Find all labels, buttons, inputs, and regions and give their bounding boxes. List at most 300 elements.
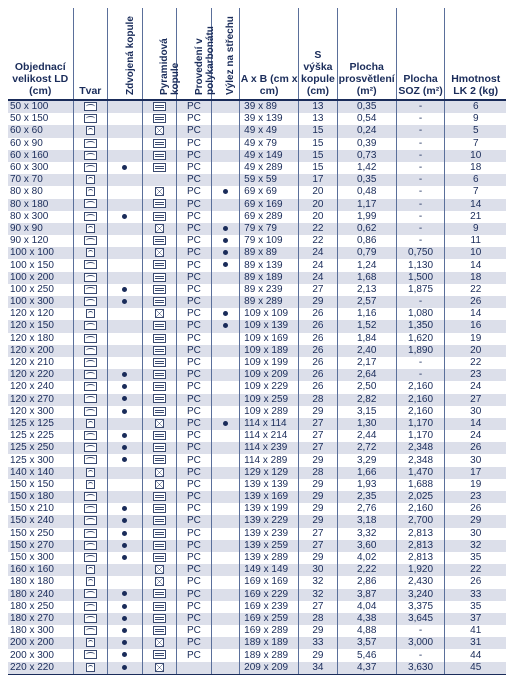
skylight-shape-icon — [84, 455, 97, 464]
cell-soz-area: 2,813 — [396, 552, 445, 564]
cell-roof-exit — [211, 357, 239, 369]
cell-light-area: 0,35 — [337, 100, 396, 113]
cell-raised — [108, 272, 143, 284]
cell-axb: 169 x 239 — [240, 601, 299, 613]
cell-pyramid — [142, 552, 177, 564]
cell-axb: 69 x 289 — [240, 211, 299, 223]
bullet-icon — [122, 384, 127, 389]
pyramid-shape-icon — [153, 650, 166, 659]
cell-light-area: 1,93 — [337, 479, 396, 491]
header-axb: A x B (cm x cm) — [240, 8, 299, 100]
cell-weight: 26 — [445, 576, 506, 588]
cell-polycarb: PC — [177, 308, 212, 320]
cell-soz-area: - — [396, 150, 445, 162]
cell-soz-area: - — [396, 186, 445, 198]
cell-shape — [73, 308, 108, 320]
cell-shape — [73, 576, 108, 588]
cell-soz-area: - — [396, 100, 445, 113]
cell-light-area: 1,99 — [337, 211, 396, 223]
cell-size: 150 x 210 — [8, 503, 73, 515]
cell-axb: 89 x 189 — [240, 272, 299, 284]
cell-weight: 6 — [445, 100, 506, 113]
skylight-shape-icon — [84, 492, 97, 501]
skylight-shape-icon — [86, 126, 95, 135]
header-roof-exit: Výlez na střechu — [211, 8, 239, 100]
table-row — [8, 552, 506, 564]
cell-pyramid — [142, 430, 177, 442]
cell-size: 80 x 300 — [8, 211, 73, 223]
cell-pyramid — [142, 199, 177, 211]
cell-pyramid — [142, 613, 177, 625]
cell-soz-area: 2,430 — [396, 576, 445, 588]
skylight-shape-icon — [84, 431, 97, 440]
bullet-icon — [122, 214, 127, 219]
cell-roof-exit — [211, 150, 239, 162]
cell-roof-exit — [211, 333, 239, 345]
cell-polycarb: PC — [177, 552, 212, 564]
cell-height: 15 — [299, 150, 338, 162]
pyramid-shape-icon — [155, 224, 164, 233]
cell-pyramid — [142, 162, 177, 174]
cell-roof-exit — [211, 479, 239, 491]
cell-raised — [108, 186, 143, 198]
cell-axb: 139 x 229 — [240, 515, 299, 527]
cell-pyramid — [142, 100, 177, 113]
skylight-shape-icon — [86, 419, 95, 428]
cell-roof-exit — [211, 625, 239, 637]
cell-height: 29 — [299, 491, 338, 503]
cell-raised — [108, 296, 143, 308]
cell-roof-exit — [211, 515, 239, 527]
cell-raised — [108, 503, 143, 515]
cell-polycarb: PC — [177, 491, 212, 503]
cell-height: 27 — [299, 430, 338, 442]
cell-polycarb: PC — [177, 503, 212, 515]
cell-weight: 14 — [445, 199, 506, 211]
cell-size: 50 x 100 — [8, 100, 73, 113]
cell-size: 150 x 270 — [8, 540, 73, 552]
cell-polycarb: PC — [177, 576, 212, 588]
cell-roof-exit — [211, 454, 239, 466]
cell-axb: 169 x 169 — [240, 576, 299, 588]
cell-shape — [73, 662, 108, 675]
table-row — [8, 138, 506, 150]
skylight-shape-icon — [84, 199, 97, 208]
skylight-shape-icon — [84, 614, 97, 623]
cell-pyramid — [142, 320, 177, 332]
cell-soz-area: 1,130 — [396, 259, 445, 271]
cell-light-area: 3,60 — [337, 540, 396, 552]
cell-polycarb: PC — [177, 613, 212, 625]
cell-raised — [108, 369, 143, 381]
cell-roof-exit — [211, 223, 239, 235]
cell-roof-exit — [211, 211, 239, 223]
cell-raised — [108, 528, 143, 540]
skylight-shape-icon — [84, 285, 97, 294]
cell-axb: 49 x 79 — [240, 138, 299, 150]
cell-light-area: 5,46 — [337, 649, 396, 661]
cell-pyramid — [142, 479, 177, 491]
cell-raised — [108, 259, 143, 271]
cell-soz-area: 1,080 — [396, 308, 445, 320]
cell-size: 60 x 90 — [8, 138, 73, 150]
cell-axb: 139 x 289 — [240, 552, 299, 564]
table-body — [8, 100, 506, 674]
cell-pyramid — [142, 394, 177, 406]
cell-polycarb: PC — [177, 113, 212, 125]
table-row — [8, 503, 506, 515]
cell-weight: 7 — [445, 138, 506, 150]
cell-weight: 26 — [445, 503, 506, 515]
pyramid-shape-icon — [155, 248, 164, 257]
cell-raised — [108, 418, 143, 430]
table-row — [8, 296, 506, 308]
skylight-shape-icon — [84, 102, 97, 111]
cell-shape — [73, 235, 108, 247]
cell-axb: 189 x 289 — [240, 649, 299, 661]
skylight-shape-icon — [84, 273, 97, 282]
cell-axb: 109 x 169 — [240, 333, 299, 345]
pyramid-shape-icon — [153, 529, 166, 538]
table-row — [8, 589, 506, 601]
cell-light-area: 2,22 — [337, 564, 396, 576]
cell-roof-exit — [211, 662, 239, 675]
pyramid-shape-icon — [153, 285, 166, 294]
cell-axb: 79 x 109 — [240, 235, 299, 247]
bullet-icon — [223, 421, 228, 426]
cell-axb: 109 x 199 — [240, 357, 299, 369]
cell-pyramid — [142, 247, 177, 259]
cell-axb: 59 x 59 — [240, 174, 299, 186]
cell-soz-area: 3,630 — [396, 662, 445, 675]
cell-size: 125 x 225 — [8, 430, 73, 442]
cell-raised — [108, 576, 143, 588]
cell-soz-area: 1,470 — [396, 467, 445, 479]
cell-height: 13 — [299, 100, 338, 113]
table-row — [8, 186, 506, 198]
cell-roof-exit — [211, 564, 239, 576]
cell-size: 140 x 140 — [8, 467, 73, 479]
cell-polycarb: PC — [177, 637, 212, 649]
cell-light-area: 3,32 — [337, 528, 396, 540]
header-raised: Zdvojená kopule — [108, 8, 143, 100]
cell-roof-exit — [211, 552, 239, 564]
cell-axb: 49 x 289 — [240, 162, 299, 174]
cell-polycarb: PC — [177, 467, 212, 479]
cell-shape — [73, 394, 108, 406]
skylight-shape-icon — [84, 151, 97, 160]
cell-axb: 69 x 69 — [240, 186, 299, 198]
cell-soz-area: - — [396, 138, 445, 150]
cell-weight: 9 — [445, 223, 506, 235]
cell-height: 26 — [299, 369, 338, 381]
cell-axb: 139 x 239 — [240, 528, 299, 540]
cell-axb: 139 x 139 — [240, 479, 299, 491]
cell-weight: 33 — [445, 589, 506, 601]
cell-raised — [108, 454, 143, 466]
cell-shape — [73, 528, 108, 540]
cell-pyramid — [142, 564, 177, 576]
cell-light-area: 0,39 — [337, 138, 396, 150]
cell-size: 120 x 180 — [8, 333, 73, 345]
cell-shape — [73, 333, 108, 345]
cell-weight: 19 — [445, 333, 506, 345]
cell-soz-area: 2,813 — [396, 540, 445, 552]
cell-polycarb: PC — [177, 320, 212, 332]
cell-light-area: 3,18 — [337, 515, 396, 527]
cell-shape — [73, 515, 108, 527]
cell-light-area: 2,35 — [337, 491, 396, 503]
table-row — [8, 199, 506, 211]
cell-raised — [108, 345, 143, 357]
cell-light-area: 2,64 — [337, 369, 396, 381]
cell-soz-area: 1,920 — [396, 564, 445, 576]
cell-pyramid — [142, 235, 177, 247]
cell-light-area: 2,86 — [337, 576, 396, 588]
cell-pyramid — [142, 418, 177, 430]
cell-size: 120 x 270 — [8, 394, 73, 406]
cell-polycarb: PC — [177, 247, 212, 259]
cell-weight: 23 — [445, 369, 506, 381]
pyramid-shape-icon — [155, 419, 164, 428]
cell-size: 160 x 160 — [8, 564, 73, 576]
cell-polycarb: PC — [177, 394, 212, 406]
bullet-icon — [223, 250, 228, 255]
cell-weight: 30 — [445, 528, 506, 540]
pyramid-shape-icon — [153, 139, 166, 148]
pyramid-shape-icon — [153, 626, 166, 635]
pyramid-shape-icon — [155, 309, 164, 318]
cell-axb: 89 x 139 — [240, 259, 299, 271]
cell-height: 29 — [299, 406, 338, 418]
cell-soz-area: 0,750 — [396, 247, 445, 259]
cell-axb: 114 x 239 — [240, 442, 299, 454]
cell-polycarb: PC — [177, 296, 212, 308]
table-row — [8, 320, 506, 332]
cell-soz-area: - — [396, 235, 445, 247]
cell-size: 100 x 150 — [8, 259, 73, 271]
cell-raised — [108, 308, 143, 320]
cell-shape — [73, 552, 108, 564]
cell-height: 29 — [299, 454, 338, 466]
cell-roof-exit — [211, 406, 239, 418]
bullet-icon — [122, 409, 127, 414]
cell-axb: 89 x 239 — [240, 284, 299, 296]
skylight-shape-icon — [86, 480, 95, 489]
cell-shape — [73, 211, 108, 223]
cell-weight: 19 — [445, 479, 506, 491]
cell-weight: 9 — [445, 113, 506, 125]
skylight-shape-icon — [84, 382, 97, 391]
cell-size: 70 x 70 — [8, 174, 73, 186]
cell-light-area: 4,02 — [337, 552, 396, 564]
cell-shape — [73, 381, 108, 393]
cell-size: 180 x 270 — [8, 613, 73, 625]
cell-size: 60 x 60 — [8, 125, 73, 137]
cell-size: 150 x 180 — [8, 491, 73, 503]
cell-pyramid — [142, 223, 177, 235]
cell-weight: 26 — [445, 442, 506, 454]
cell-axb: 109 x 289 — [240, 406, 299, 418]
cell-height: 27 — [299, 418, 338, 430]
cell-roof-exit — [211, 394, 239, 406]
cell-light-area: 1,68 — [337, 272, 396, 284]
cell-axb: 139 x 169 — [240, 491, 299, 503]
cell-height: 34 — [299, 662, 338, 675]
cell-pyramid — [142, 357, 177, 369]
pyramid-shape-icon — [153, 334, 166, 343]
pyramid-shape-icon — [153, 102, 166, 111]
cell-roof-exit — [211, 138, 239, 150]
cell-pyramid — [142, 491, 177, 503]
cell-size: 120 x 240 — [8, 381, 73, 393]
cell-raised — [108, 174, 143, 186]
cell-weight: 31 — [445, 637, 506, 649]
cell-height: 26 — [299, 345, 338, 357]
cell-size: 100 x 200 — [8, 272, 73, 284]
cell-axb: 79 x 79 — [240, 223, 299, 235]
cell-shape — [73, 637, 108, 649]
table-row — [8, 308, 506, 320]
cell-axb: 114 x 289 — [240, 454, 299, 466]
cell-height: 24 — [299, 259, 338, 271]
cell-polycarb: PC — [177, 223, 212, 235]
table-row — [8, 113, 506, 125]
cell-height: 30 — [299, 564, 338, 576]
cell-shape — [73, 186, 108, 198]
cell-size: 80 x 80 — [8, 186, 73, 198]
cell-axb: 169 x 289 — [240, 625, 299, 637]
cell-weight: 44 — [445, 649, 506, 661]
cell-weight: 18 — [445, 272, 506, 284]
cell-shape — [73, 284, 108, 296]
cell-polycarb: PC — [177, 540, 212, 552]
pyramid-shape-icon — [153, 236, 166, 245]
cell-roof-exit — [211, 235, 239, 247]
cell-light-area: 4,37 — [337, 662, 396, 675]
cell-light-area: 2,72 — [337, 442, 396, 454]
table-row — [8, 613, 506, 625]
cell-roof-exit — [211, 296, 239, 308]
table-row — [8, 576, 506, 588]
table-row — [8, 491, 506, 503]
cell-roof-exit — [211, 528, 239, 540]
skylight-shape-icon — [84, 541, 97, 550]
cell-raised — [108, 320, 143, 332]
cell-weight: 22 — [445, 357, 506, 369]
bullet-icon — [122, 457, 127, 462]
cell-light-area: 0,54 — [337, 113, 396, 125]
cell-polycarb: PC — [177, 601, 212, 613]
cell-size: 100 x 250 — [8, 284, 73, 296]
cell-shape — [73, 491, 108, 503]
cell-size: 200 x 300 — [8, 649, 73, 661]
cell-weight: 35 — [445, 552, 506, 564]
cell-roof-exit — [211, 113, 239, 125]
cell-size: 180 x 180 — [8, 576, 73, 588]
cell-height: 32 — [299, 576, 338, 588]
skylight-shape-icon — [86, 248, 95, 257]
cell-soz-area: 2,700 — [396, 515, 445, 527]
skylight-shape-icon — [84, 236, 97, 245]
table-row — [8, 418, 506, 430]
table-row — [8, 284, 506, 296]
cell-weight: 21 — [445, 211, 506, 223]
cell-size: 180 x 300 — [8, 625, 73, 637]
cell-soz-area: 1,620 — [396, 333, 445, 345]
cell-light-area: 2,82 — [337, 394, 396, 406]
cell-light-area: 0,35 — [337, 174, 396, 186]
cell-polycarb: PC — [177, 625, 212, 637]
cell-axb: 109 x 109 — [240, 308, 299, 320]
pyramid-shape-icon — [153, 455, 166, 464]
cell-soz-area: - — [396, 357, 445, 369]
cell-polycarb: PC — [177, 406, 212, 418]
cell-pyramid — [142, 649, 177, 661]
cell-pyramid — [142, 589, 177, 601]
skylight-shape-icon — [84, 553, 97, 562]
cell-roof-exit — [211, 589, 239, 601]
cell-polycarb: PC — [177, 649, 212, 661]
cell-height: 29 — [299, 625, 338, 637]
table-row — [8, 125, 506, 137]
cell-height: 22 — [299, 223, 338, 235]
cell-polycarb: PC — [177, 564, 212, 576]
cell-weight: 6 — [445, 174, 506, 186]
cell-shape — [73, 296, 108, 308]
pyramid-shape-icon — [153, 589, 166, 598]
cell-roof-exit — [211, 125, 239, 137]
pyramid-shape-icon — [153, 443, 166, 452]
cell-soz-area: 3,000 — [396, 637, 445, 649]
bullet-icon — [223, 238, 228, 243]
cell-axb: 209 x 209 — [240, 662, 299, 675]
cell-weight: 45 — [445, 662, 506, 675]
cell-raised — [108, 138, 143, 150]
cell-shape — [73, 162, 108, 174]
cell-pyramid — [142, 515, 177, 527]
cell-weight: 24 — [445, 430, 506, 442]
cell-roof-exit — [211, 601, 239, 613]
cell-polycarb: PC — [177, 454, 212, 466]
pyramid-shape-icon — [155, 468, 164, 477]
cell-size: 80 x 180 — [8, 199, 73, 211]
cell-polycarb: PC — [177, 589, 212, 601]
bullet-icon — [122, 555, 127, 560]
cell-pyramid — [142, 284, 177, 296]
cell-light-area: 2,50 — [337, 381, 396, 393]
cell-roof-exit — [211, 174, 239, 186]
cell-shape — [73, 613, 108, 625]
cell-height: 15 — [299, 138, 338, 150]
cell-size: 120 x 200 — [8, 345, 73, 357]
cell-roof-exit — [211, 345, 239, 357]
cell-shape — [73, 125, 108, 137]
cell-polycarb: PC — [177, 381, 212, 393]
cell-pyramid — [142, 272, 177, 284]
skylight-shape-icon — [84, 346, 97, 355]
cell-light-area: 1,30 — [337, 418, 396, 430]
cell-weight: 16 — [445, 320, 506, 332]
cell-raised — [108, 247, 143, 259]
cell-light-area: 2,17 — [337, 357, 396, 369]
cell-roof-exit — [211, 247, 239, 259]
cell-roof-exit — [211, 259, 239, 271]
bullet-icon — [122, 445, 127, 450]
cell-pyramid — [142, 211, 177, 223]
cell-height: 29 — [299, 649, 338, 661]
cell-raised — [108, 540, 143, 552]
